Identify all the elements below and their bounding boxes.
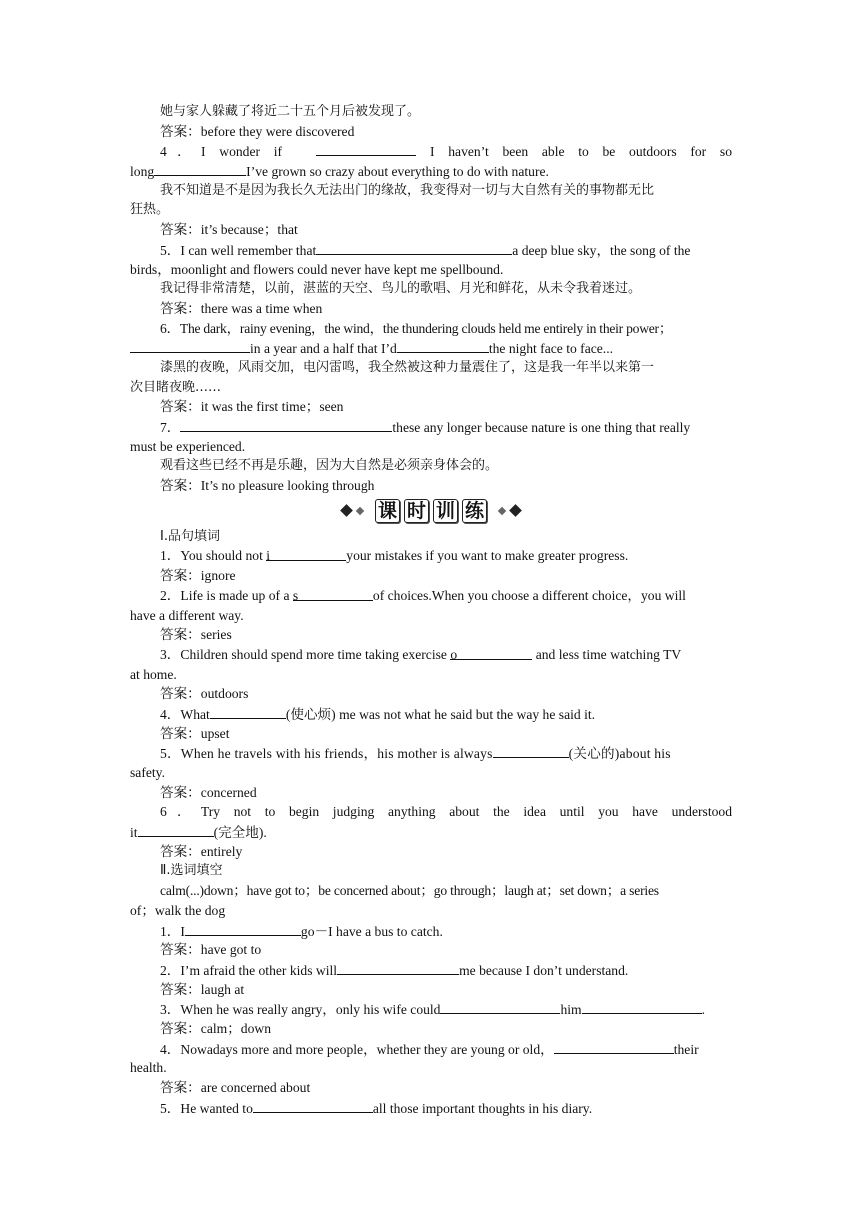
q-text: 2．Life is made up of a	[160, 587, 293, 603]
question-line	[130, 704, 732, 724]
q-text: long	[130, 164, 155, 180]
q-text: of choices.When you choose a different choice，you will	[372, 587, 686, 603]
blank	[337, 960, 459, 975]
diamond-icon	[509, 504, 522, 517]
answer-line: 答案：It’s no pleasure looking through	[160, 478, 375, 494]
word-bank: calm(...)down；have got to；be concerned about；go through；laugh at；set down；a series	[160, 883, 659, 899]
q-text: 1．You should not	[160, 548, 267, 564]
banner-char: 时	[404, 499, 429, 523]
question-line	[130, 141, 732, 161]
blank	[493, 743, 569, 758]
q-text: go－I have a bus to catch.	[300, 923, 443, 939]
q-text: 1．I	[160, 923, 185, 939]
question-line: birds，moonlight and flowers could never have kept me spellbound.	[130, 261, 504, 277]
question-line	[130, 546, 732, 566]
q-text: 4．What	[160, 706, 210, 722]
question-line	[130, 1039, 732, 1059]
answer-line: 答案：there was a time when	[160, 300, 323, 316]
document-page	[130, 102, 732, 1117]
q-text: 5．When he travels with his friends，his mother is always	[160, 746, 493, 762]
q-text: 3．Children should spend more time taking exercise	[160, 646, 451, 662]
translation-line: 我记得非常清楚，以前，湛蓝的天空、鸟儿的歌唱、月光和鲜花，从未令我着迷过。	[160, 281, 642, 297]
question-line	[130, 822, 732, 842]
blank	[293, 586, 373, 601]
blank	[185, 921, 301, 936]
q-text: I haven’t been able to be outdoors for so	[430, 144, 732, 160]
blank	[130, 338, 250, 353]
section-heading: Ⅱ.选词填空	[160, 863, 223, 879]
question-line	[130, 999, 732, 1019]
blank	[316, 141, 416, 156]
question-line	[130, 1098, 732, 1118]
q-text: a deep blue sky，the song of the	[512, 242, 691, 258]
translation-line: 漆黑的夜晚，风雨交加，电闪雷鸣，我全然被这种力量震住了，这是我一年半以来第一	[160, 359, 655, 375]
answer-line: 答案：series	[160, 627, 232, 643]
blank	[266, 546, 346, 564]
banner-char: 练	[462, 499, 487, 523]
question-line	[130, 645, 732, 665]
translation-line: 观看这些已经不再是乐趣，因为大自然是必须亲身体会的。	[160, 458, 499, 474]
q-text: me because I don’t understand.	[459, 962, 629, 978]
question-line: at home.	[130, 666, 177, 682]
question-line	[130, 921, 732, 941]
q-text: all those important thoughts in his diary.	[372, 1100, 593, 1116]
q-text: 4．Nowadays more and more people，whether they are young or old，	[160, 1041, 554, 1057]
q-text: in a year and a half that I’d	[250, 341, 397, 357]
translation-line: 她与家人躲藏了将近二十五个月后被发现了。	[160, 104, 421, 119]
q-text: 2．I’m afraid the other kids will	[160, 962, 338, 978]
question-line	[130, 586, 732, 606]
answer-line: 答案：before they were discovered	[160, 123, 355, 139]
q-text: the night face to face...	[488, 341, 613, 357]
question-line	[130, 960, 732, 980]
banner-char: 课	[375, 499, 400, 523]
q-text: 3．When he was really angry，only his wife could	[160, 1002, 441, 1018]
q-text: I’ve grown so crazy about everything to do with nature.	[246, 164, 549, 180]
section-heading: Ⅰ.品句填词	[160, 528, 220, 544]
blank	[554, 1039, 674, 1054]
q-text: 7．	[160, 420, 181, 435]
translation-line: 我不知道是不是因为我长久无法出门的缘故，我变得对一切与大自然有关的事物都无比	[160, 182, 655, 198]
blank	[210, 704, 286, 719]
question-line	[130, 743, 732, 763]
question-line	[130, 417, 732, 437]
question-line: safety.	[130, 765, 165, 780]
question-line: 6．Try not to begin judging anything about the idea until you have understood	[160, 804, 732, 820]
blank	[397, 338, 489, 353]
q-text: 5．He wanted to	[160, 1100, 253, 1116]
answer-line: 答案：it’s because；that	[160, 222, 298, 238]
translation-line: 狂热。	[130, 202, 170, 218]
answer-line: 答案：have got to	[160, 942, 262, 958]
blank	[440, 999, 560, 1014]
answer-line: 答案：are concerned about	[160, 1080, 311, 1095]
answer-line: 答案：laugh at	[160, 981, 245, 997]
question-line: must be experienced.	[130, 438, 246, 454]
blank	[582, 999, 702, 1014]
q-text: him	[560, 1002, 582, 1018]
question-line	[130, 161, 732, 181]
q-text: 4．I wonder if	[160, 144, 283, 160]
blank	[138, 822, 214, 837]
answer-line: 答案：outdoors	[160, 686, 249, 702]
section-banner	[130, 499, 732, 523]
hint-letter: s	[292, 587, 299, 603]
answer-line: 答案：entirely	[160, 843, 243, 859]
q-text: your mistakes if you want to make greater progress.	[346, 548, 629, 564]
diamond-icon	[498, 507, 506, 515]
hint-letter: o	[450, 646, 458, 662]
answer-line: 答案：it was the first time；seen	[160, 399, 344, 415]
blank	[180, 417, 392, 432]
answer-line: 答案：concerned	[160, 784, 257, 800]
question-line: 6．The dark，rainy evening，the wind，the thundering clouds held me entirely in their power；	[160, 320, 673, 336]
q-text: it	[130, 825, 138, 841]
q-text: 5．I can well remember that	[160, 242, 317, 258]
q-text: (完全地).	[213, 825, 267, 841]
question-line	[130, 240, 732, 260]
question-line	[130, 338, 732, 358]
translation-line: 次目睹夜晚……	[130, 379, 222, 395]
blank	[154, 161, 246, 176]
q-text: these any longer because nature is one thing that really	[392, 420, 691, 435]
question-line: health.	[130, 1060, 167, 1076]
blank	[253, 1098, 373, 1113]
word-bank: of；walk the dog	[130, 902, 226, 918]
answer-line: 答案：ignore	[160, 568, 236, 584]
banner-title	[369, 499, 493, 523]
diamond-icon	[356, 507, 364, 515]
q-text: their	[673, 1041, 699, 1057]
q-text: (关心的)about his	[568, 746, 671, 762]
q-text: .	[701, 1002, 706, 1018]
banner-char: 训	[433, 499, 458, 523]
q-text: (使心烦) me was not what he said but the way he said it.	[285, 706, 596, 722]
answer-line: 答案：calm；down	[160, 1020, 271, 1036]
blank	[316, 240, 512, 255]
answer-line: 答案：upset	[160, 725, 230, 741]
blank	[450, 645, 532, 660]
hint-letter: i	[266, 548, 271, 564]
question-line: have a different way.	[130, 607, 244, 623]
q-text: and less time watching TV	[532, 646, 682, 662]
diamond-icon	[340, 504, 353, 517]
